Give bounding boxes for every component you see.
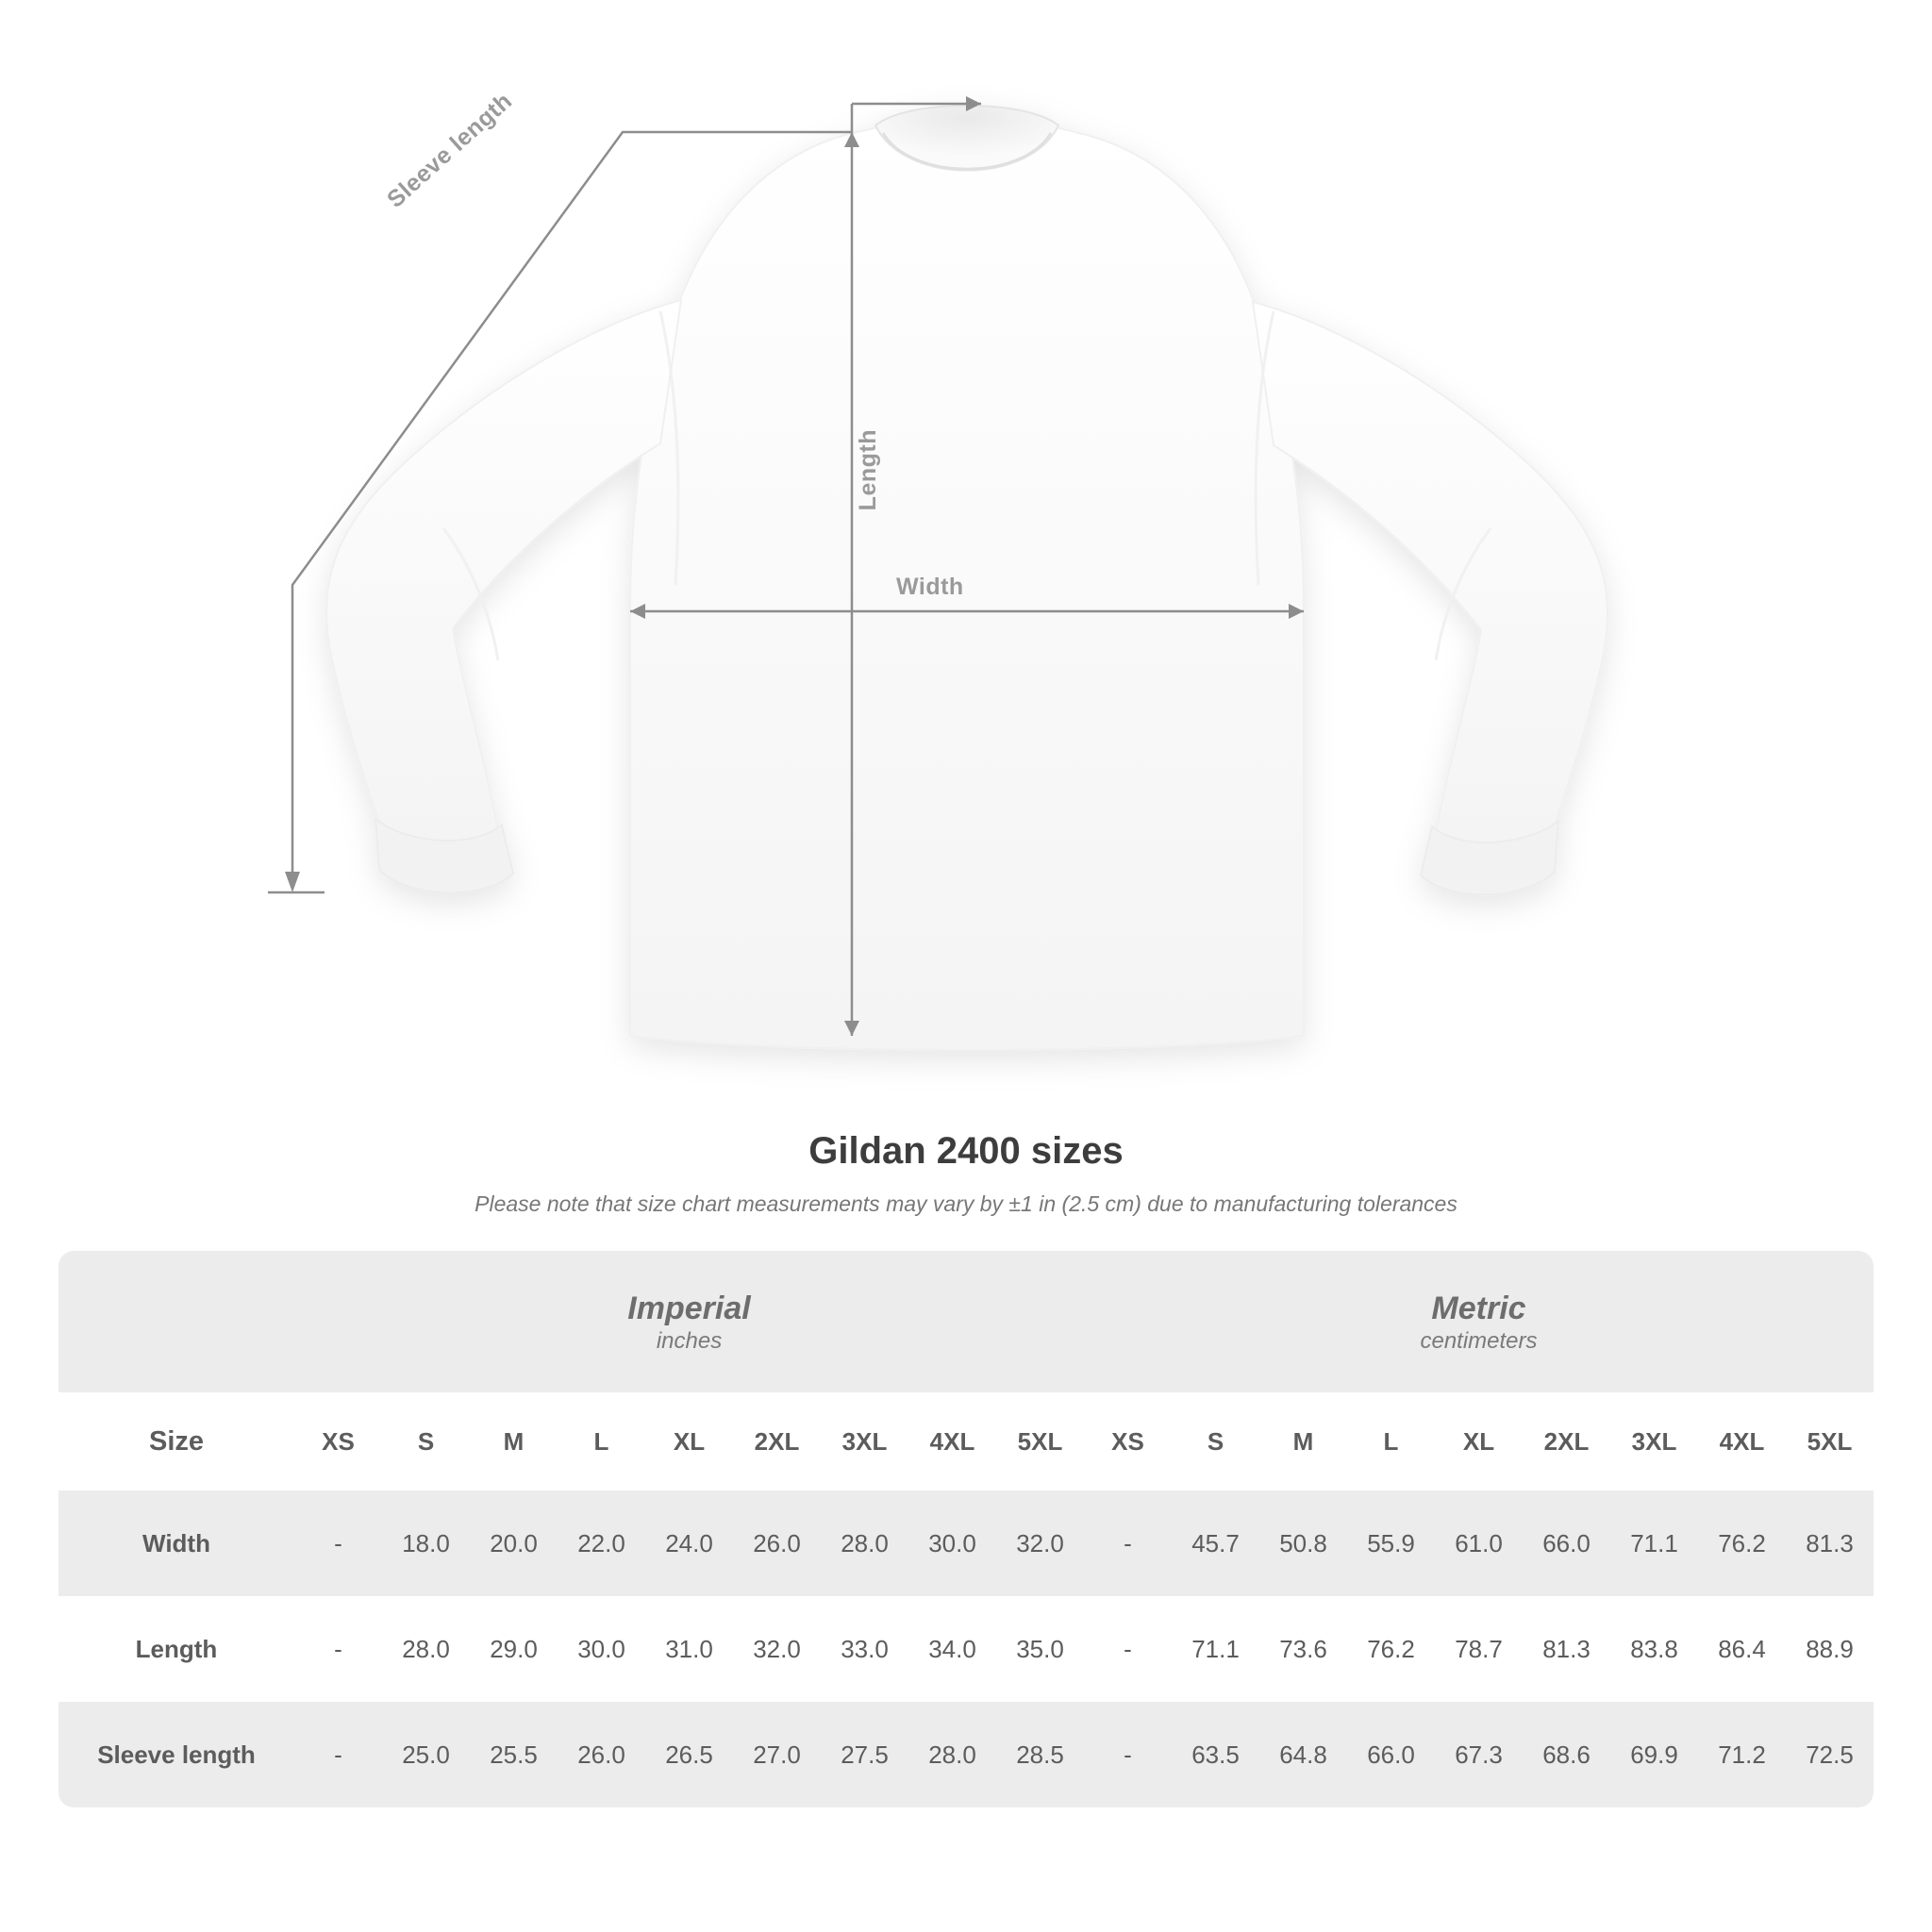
cell-sleeve-metric-3xl: 69.9 — [1610, 1702, 1698, 1807]
tolerance-note: Please note that size chart measurements may vary by ±1 in (2.5 cm) due to manufacturing tolerances — [475, 1191, 1457, 1216]
size-col-metric-4xl: 4XL — [1698, 1392, 1786, 1491]
table-row — [58, 1596, 1874, 1702]
cell-width-metric-m: 50.8 — [1259, 1491, 1347, 1596]
cell-sleeve-metric-l: 66.0 — [1347, 1702, 1435, 1807]
size-col-metric-2xl: 2XL — [1523, 1392, 1610, 1491]
row-label-length: Length — [58, 1596, 294, 1702]
cell-sleeve-imperial-2xl: 27.0 — [733, 1702, 821, 1807]
cell-length-imperial-2xl: 32.0 — [733, 1596, 821, 1702]
length-dimension-label: Length — [855, 429, 881, 511]
imperial-unit-title: Imperial — [627, 1290, 751, 1326]
cell-width-metric-2xl: 66.0 — [1523, 1491, 1610, 1596]
cell-length-imperial-5xl: 35.0 — [996, 1596, 1084, 1702]
cell-sleeve-imperial-xs: - — [294, 1702, 382, 1807]
row-label-width: Width — [58, 1491, 294, 1596]
metric-unit-sub: centimeters — [1420, 1328, 1538, 1355]
unit-header-row — [58, 1251, 1874, 1392]
size-col-metric-l: L — [1347, 1392, 1435, 1491]
cell-length-imperial-l: 30.0 — [558, 1596, 645, 1702]
width-dimension-label: Width — [896, 574, 964, 600]
cell-sleeve-metric-s: 63.5 — [1172, 1702, 1259, 1807]
metric-unit-title: Metric — [1431, 1290, 1526, 1326]
size-col-metric-xs: XS — [1084, 1392, 1172, 1491]
size-col-imperial-4xl: 4XL — [908, 1392, 996, 1491]
size-col-imperial-l: L — [558, 1392, 645, 1491]
cell-sleeve-metric-2xl: 68.6 — [1523, 1702, 1610, 1807]
cell-width-imperial-s: 18.0 — [382, 1491, 470, 1596]
size-col-imperial-m: M — [470, 1392, 558, 1491]
imperial-unit-sub: inches — [656, 1328, 723, 1355]
cell-width-imperial-5xl: 32.0 — [996, 1491, 1084, 1596]
size-col-imperial-5xl: 5XL — [996, 1392, 1084, 1491]
cell-sleeve-metric-4xl: 71.2 — [1698, 1702, 1786, 1807]
cell-width-metric-xl: 61.0 — [1435, 1491, 1523, 1596]
cell-sleeve-metric-xs: - — [1084, 1702, 1172, 1807]
cell-width-imperial-2xl: 26.0 — [733, 1491, 821, 1596]
cell-sleeve-imperial-3xl: 27.5 — [821, 1702, 908, 1807]
cell-width-metric-5xl: 81.3 — [1786, 1491, 1874, 1596]
cell-length-imperial-m: 29.0 — [470, 1596, 558, 1702]
cell-sleeve-metric-m: 64.8 — [1259, 1702, 1347, 1807]
table-corner-cell — [58, 1251, 294, 1392]
table-row — [58, 1491, 1874, 1596]
cell-length-imperial-xs: - — [294, 1596, 382, 1702]
size-col-imperial-xl: XL — [645, 1392, 733, 1491]
metric-unit-header — [1084, 1251, 1874, 1392]
cell-width-imperial-3xl: 28.0 — [821, 1491, 908, 1596]
sleeve-length-dimension-label: Sleeve length — [382, 87, 518, 213]
size-col-imperial-3xl: 3XL — [821, 1392, 908, 1491]
cell-sleeve-metric-5xl: 72.5 — [1786, 1702, 1874, 1807]
size-col-imperial-s: S — [382, 1392, 470, 1491]
cell-length-metric-xl: 78.7 — [1435, 1596, 1523, 1702]
cell-width-metric-s: 45.7 — [1172, 1491, 1259, 1596]
cell-length-metric-xs: - — [1084, 1596, 1172, 1702]
size-col-metric-s: S — [1172, 1392, 1259, 1491]
size-col-metric-5xl: 5XL — [1786, 1392, 1874, 1491]
cell-width-metric-4xl: 76.2 — [1698, 1491, 1786, 1596]
cell-length-metric-5xl: 88.9 — [1786, 1596, 1874, 1702]
cell-length-imperial-3xl: 33.0 — [821, 1596, 908, 1702]
cell-length-metric-m: 73.6 — [1259, 1596, 1347, 1702]
size-chart-table — [58, 1251, 1874, 1807]
cell-length-imperial-xl: 31.0 — [645, 1596, 733, 1702]
cell-length-metric-4xl: 86.4 — [1698, 1596, 1786, 1702]
cell-sleeve-imperial-m: 25.5 — [470, 1702, 558, 1807]
cell-width-imperial-l: 22.0 — [558, 1491, 645, 1596]
size-col-metric-m: M — [1259, 1392, 1347, 1491]
cell-sleeve-imperial-l: 26.0 — [558, 1702, 645, 1807]
page-title: Gildan 2400 sizes — [808, 1130, 1124, 1172]
cell-length-metric-2xl: 81.3 — [1523, 1596, 1610, 1702]
cell-width-metric-3xl: 71.1 — [1610, 1491, 1698, 1596]
cell-sleeve-imperial-xl: 26.5 — [645, 1702, 733, 1807]
size-col-imperial-xs: XS — [294, 1392, 382, 1491]
table-row — [58, 1702, 1874, 1807]
cell-length-imperial-4xl: 34.0 — [908, 1596, 996, 1702]
title-block — [0, 1130, 1932, 1217]
cell-width-metric-l: 55.9 — [1347, 1491, 1435, 1596]
garment-shape — [326, 106, 1607, 1050]
cell-length-metric-l: 76.2 — [1347, 1596, 1435, 1702]
size-header-cell: Size — [58, 1392, 294, 1491]
cell-width-imperial-4xl: 30.0 — [908, 1491, 996, 1596]
cell-width-imperial-m: 20.0 — [470, 1491, 558, 1596]
cell-length-metric-3xl: 83.8 — [1610, 1596, 1698, 1702]
size-header-row — [58, 1392, 1874, 1491]
size-chart-table-wrap — [58, 1251, 1874, 1807]
cell-sleeve-metric-xl: 67.3 — [1435, 1702, 1523, 1807]
cell-width-metric-xs: - — [1084, 1491, 1172, 1596]
cell-width-imperial-xs: - — [294, 1491, 382, 1596]
size-col-metric-xl: XL — [1435, 1392, 1523, 1491]
row-label-sleeve-length: Sleeve length — [58, 1702, 294, 1807]
cell-sleeve-imperial-s: 25.0 — [382, 1702, 470, 1807]
cell-length-metric-s: 71.1 — [1172, 1596, 1259, 1702]
cell-length-imperial-s: 28.0 — [382, 1596, 470, 1702]
cell-sleeve-imperial-5xl: 28.5 — [996, 1702, 1084, 1807]
cell-width-imperial-xl: 24.0 — [645, 1491, 733, 1596]
imperial-unit-header — [294, 1251, 1084, 1392]
size-col-imperial-2xl: 2XL — [733, 1392, 821, 1491]
size-col-metric-3xl: 3XL — [1610, 1392, 1698, 1491]
cell-sleeve-imperial-4xl: 28.0 — [908, 1702, 996, 1807]
